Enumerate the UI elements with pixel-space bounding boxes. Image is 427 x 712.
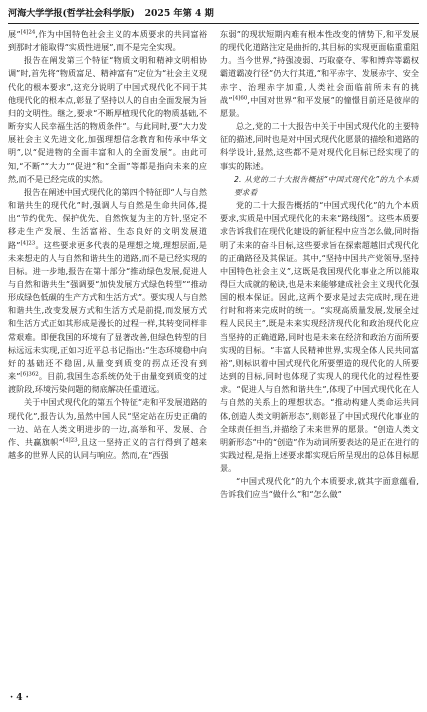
header-rule (8, 23, 419, 24)
citation-ref: [4]23 (20, 239, 36, 246)
citation-ref: [6]362 (20, 371, 39, 378)
section-subheading: 2. 从党的二十大报告概括“中国式现代化”的九个本质要求看 (234, 174, 419, 197)
paragraph: 展”$^{[4]24}$,作为中国特色社会主义的本质要求的共同富裕到那时才能取得“实质性进展”,而不是完全实现。 (8, 29, 207, 53)
running-header (8, 6, 419, 22)
paragraph: 东弱”的现状短期内难有根本性改变的情势下,和平发展的现代化道路注定是曲折的,其目标的实现更面临重重阻力。当今世界,“持强凌弱、巧取豪夺、零和博弈等霸权霸道霸凌行径”仍大行其道,“和平赤字、发展赤字、安全赤字、治理赤字加重,人类社会面临前所未有的挑战”$^{[4]60}$,中国对世界“和平发展”的憧憬目前还是彼岸的愿景。 (220, 29, 419, 118)
citation-ref: [4]23 (62, 437, 78, 444)
citation-ref: [4]24 (20, 29, 36, 36)
citation-ref: [4]60 (232, 95, 248, 102)
paragraph: “中国式现代化”的九个本质要求,就其字面意蕴看,告诉我们应当“做什么”和“怎么做” (220, 476, 419, 500)
right-column (220, 28, 419, 688)
page-number: · 4 · (10, 693, 29, 703)
paragraph: 报告在阐发第三个特征“物质文明和精神文明相协调”时,首先将“物质富足、精神富有”定位为“社会主义现代化的根本要求”,这充分说明了中国式现代化不同于其他现代化的根本点,彰显了坚持以人的自由全面发展为旨归的文明性。继之,要求“不断厚植现代化的物质基础,不断夯实人民幸福生活的物质条件”。与此同时,要“大力发展社会主义先进文化,加强理想信念教育和传承中华文明”,以“促进物的全面丰富和人的全面发展”。由此可知,“不断”“大力”“促进”和“全面”等都是指向未来的应然,而不是已经完成的实然。 (8, 55, 207, 184)
paragraph: 报告在阐述中国式现代化的第四个特征即“人与自然和谐共生的现代化”时,强调人与自然是生命共同体,提出“节约优先、保护优先、自然恢复为主的方针,坚定不移走生产发展、生活富裕、生态良好的文明发展道路”$^{[4]23}$。这些要求更多代表的是理想之境,理想层面,是未来想走的人与自然和谐共生的道路,而不是已经实现的目标。进一步地,报告在第十部分“推动绿色发展,促进人与自然和谐共生”强调要“加快发展方式绿色转型”“推动形成绿色低碳的生产方式和生活方式”。要实现人与自然和谐共生,改变发展方式和生活方式是前提,而发展方式和生活方式正如其形成是漫长的过程一样,其转变同样非常艰难。即便我国的环境有了显著改善,但绿色转型的目标远远未实现,正如习近平总书记指出:“生态环境稳中向好的基础还不稳固,从量变到质变的拐点还没有到来”$^{[6]362}$。目前,我国生态系统仍处于由量变到质变的过渡阶段,环境污染问题的彻底解决任重道远。 (8, 186, 207, 395)
paragraph: 党的二十大报告概括的“中国式现代化”的九个本质要求,实质是中国式现代化的未来“路线图”。这些本质要求告诉我们在现代化建设的新征程中应当怎么做,同时指明了未来的奋斗目标,这些要求旨在探索超越旧式现代化的正确路径及其保证。其中,“坚持中国共产党领导,坚持中国特色社会主义”,这既是我国现代化事业之所以能取得巨大成就的秘诀,也是未来能够建成社会主义现代化强国的根本保证。因此,这两个要求是过去完成时,现在进行时和将来完成时的统一。“实现高质量发展,发展全过程人民民主”,既是未来实现经济现代化和政治现代化应当坚持的正确道路,同时也是未来在经济和政治方面所要实现的目标。“丰富人民精神世界,实现全体人民共同富裕”,则标识着中国式现代化所要塑造的现代化的人所要达到的目标,同时也体现了实现人的现代化的过程性要求。“促进人与自然和谐共生”,体现了中国式现代化在人与自然的关系上的理想状态。“推动构建人类命运共同体,创造人类文明新形态”,则彰显了中国式现代化事业的全球责任担当,并描绘了未来世界的愿景。“创造人类文明新形态”中的“创造”作为动词所要表达的是正在进行的实践过程,是指上述要求都实现后所呈现出的总体目标愿景。 (220, 200, 419, 474)
paragraph: 总之,党的二十大报告中关于中国式现代化的主要特征的描述,同时也是对中国式现代化愿景的描绘和道路的科学设计,显然,这些都不是对现代化目标已经实现了的事实的陈述。 (220, 121, 419, 171)
issue-number: 2025 年第 4 期 (144, 8, 214, 19)
journal-name: 河海大学学报(哲学社会科学版) (8, 8, 135, 19)
left-column (8, 28, 207, 688)
paragraph: 关于中国式现代化的第五个特征“走和平发展道路的现代化”,报告认为,虽然中国人民“坚定站在历史正确的一边、站在人类文明进步的一边,高举和平、发展、合作、共赢旗帜”$^{[4]23}$,且这一坚持正义的言行得到了越来越多的世界人民的认同与响应。然而,在“西强 (8, 397, 207, 460)
